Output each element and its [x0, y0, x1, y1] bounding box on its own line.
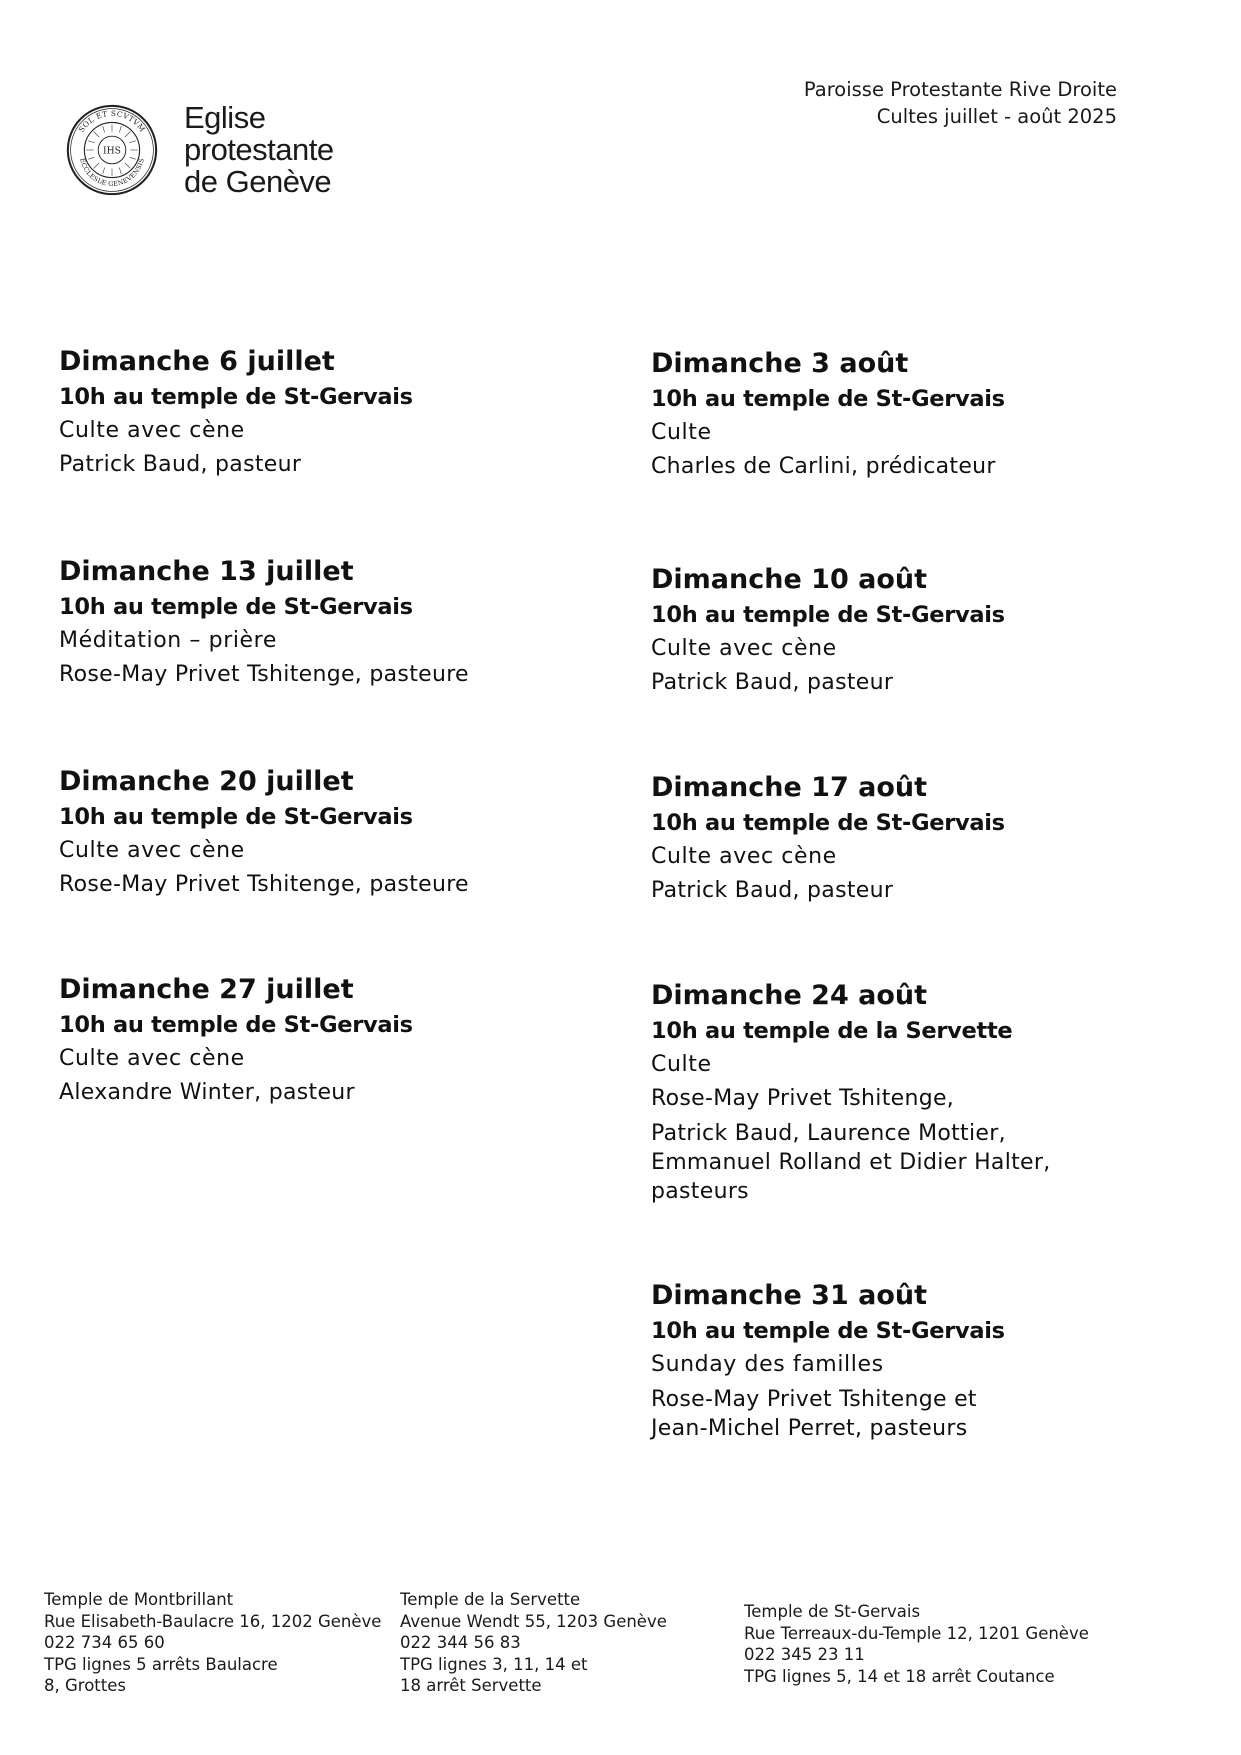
- service-day: Dimanche 27 juillet: [59, 974, 354, 1005]
- service-officiant: Patrick Baud, pasteur: [651, 878, 894, 903]
- service-officiant-continued: pasteurs: [651, 1179, 749, 1204]
- service-officiant: Patrick Baud, pasteur: [651, 670, 894, 695]
- logo-line-2: protestante: [184, 132, 334, 167]
- service-time-place: 10h au temple de St-Gervais: [59, 384, 413, 410]
- service-time-place: 10h au temple de St-Gervais: [59, 1012, 413, 1038]
- service-day: Dimanche 17 août: [651, 772, 928, 803]
- document-header: [804, 76, 1117, 130]
- service-block: [651, 1278, 1191, 1443]
- service-officiant: Rose-May Privet Tshitenge,: [651, 1086, 955, 1111]
- service-type: Culte avec cène: [651, 636, 837, 661]
- service-time-place: 10h au temple de St-Gervais: [651, 602, 1005, 628]
- temple-transport: TPG lignes 5, 14 et 18 arrêt Coutance: [744, 1666, 1055, 1686]
- schedule-period: Cultes juillet - août 2025: [876, 105, 1117, 128]
- temple-transport: 18 arrêt Servette: [400, 1676, 542, 1695]
- seal-text-bottom: ECCLESIÆ GENEVENSIS: [78, 157, 146, 188]
- service-day: Dimanche 6 juillet: [59, 346, 335, 377]
- service-officiant-continued: Jean-Michel Perret, pasteurs: [651, 1416, 968, 1441]
- temple-name: Temple de Montbrillant: [44, 1590, 234, 1609]
- service-type: Culte: [651, 1052, 712, 1077]
- service-block: [651, 770, 1191, 908]
- service-time-place: 10h au temple de St-Gervais: [59, 594, 413, 620]
- service-block: [59, 344, 599, 482]
- temple-transport: TPG lignes 3, 11, 14 et: [400, 1654, 588, 1674]
- service-time-place: 10h au temple de St-Gervais: [651, 386, 1005, 412]
- logo-line-3: de Genève: [184, 164, 332, 199]
- temple-phone: 022 345 23 11: [744, 1645, 865, 1664]
- service-time-place: 10h au temple de St-Gervais: [651, 810, 1005, 836]
- service-time-place: 10h au temple de St-Gervais: [59, 804, 413, 830]
- temple-address: Avenue Wendt 55, 1203 Genève: [400, 1611, 667, 1631]
- seal-center-text: IHS: [103, 145, 121, 157]
- service-type: Sunday des familles: [651, 1352, 884, 1377]
- church-seal-icon: [66, 104, 158, 196]
- service-type: Culte avec cène: [59, 418, 245, 443]
- service-day: Dimanche 20 juillet: [59, 766, 354, 797]
- service-type: Culte: [651, 420, 712, 445]
- temple-name: Temple de la Servette: [400, 1590, 581, 1609]
- parish-name: Paroisse Protestante Rive Droite: [803, 78, 1117, 101]
- temple-address: Rue Elisabeth-Baulacre 16, 1202 Genève: [44, 1611, 382, 1631]
- service-block: [59, 972, 599, 1110]
- service-type: Culte avec cène: [59, 838, 245, 863]
- footer-temple-montbrillant: [44, 1589, 381, 1697]
- service-day: Dimanche 13 juillet: [59, 556, 354, 587]
- service-officiant: Charles de Carlini, prédicateur: [651, 454, 996, 479]
- service-block: [59, 554, 599, 692]
- service-block: [651, 346, 1191, 484]
- logo-line-1: Eglise: [184, 100, 266, 135]
- service-time-place: 10h au temple de St-Gervais: [651, 1318, 1005, 1344]
- service-time-place: 10h au temple de la Servette: [651, 1018, 1013, 1044]
- service-officiant: Patrick Baud, pasteur: [59, 452, 302, 477]
- church-logo: [66, 98, 334, 208]
- service-day: Dimanche 31 août: [651, 1280, 928, 1311]
- service-officiant: Alexandre Winter, pasteur: [59, 1080, 355, 1105]
- service-block: [59, 764, 599, 902]
- service-officiant: Rose-May Privet Tshitenge, pasteure: [59, 662, 469, 687]
- service-type: Culte avec cène: [651, 844, 837, 869]
- service-block: [651, 562, 1191, 700]
- seal-text-top: SOL ET SCVTVM: [76, 108, 148, 134]
- service-day: Dimanche 3 août: [651, 348, 909, 379]
- service-day: Dimanche 24 août: [651, 980, 928, 1011]
- footer-temple-st-gervais: [744, 1601, 1089, 1687]
- service-officiant: Rose-May Privet Tshitenge et: [651, 1387, 977, 1412]
- service-type: Méditation – prière: [59, 628, 277, 653]
- service-officiant-continued: Patrick Baud, Laurence Mottier,: [651, 1121, 1006, 1146]
- temple-phone: 022 344 56 83: [400, 1633, 521, 1652]
- service-type: Culte avec cène: [59, 1046, 245, 1071]
- service-officiant-continued: Emmanuel Rolland et Didier Halter,: [651, 1150, 1051, 1175]
- temple-transport: TPG lignes 5 arrêts Baulacre: [44, 1654, 278, 1674]
- logo-wordmark: [184, 102, 334, 198]
- temple-transport: 8, Grottes: [44, 1676, 126, 1695]
- service-block: [651, 978, 1191, 1206]
- temple-name: Temple de St-Gervais: [744, 1602, 921, 1621]
- service-officiant: Rose-May Privet Tshitenge, pasteure: [59, 872, 469, 897]
- footer-temple-servette: [400, 1589, 667, 1697]
- temple-address: Rue Terreaux-du-Temple 12, 1201 Genève: [744, 1623, 1089, 1643]
- service-day: Dimanche 10 août: [651, 564, 928, 595]
- temple-phone: 022 734 65 60: [44, 1633, 165, 1652]
